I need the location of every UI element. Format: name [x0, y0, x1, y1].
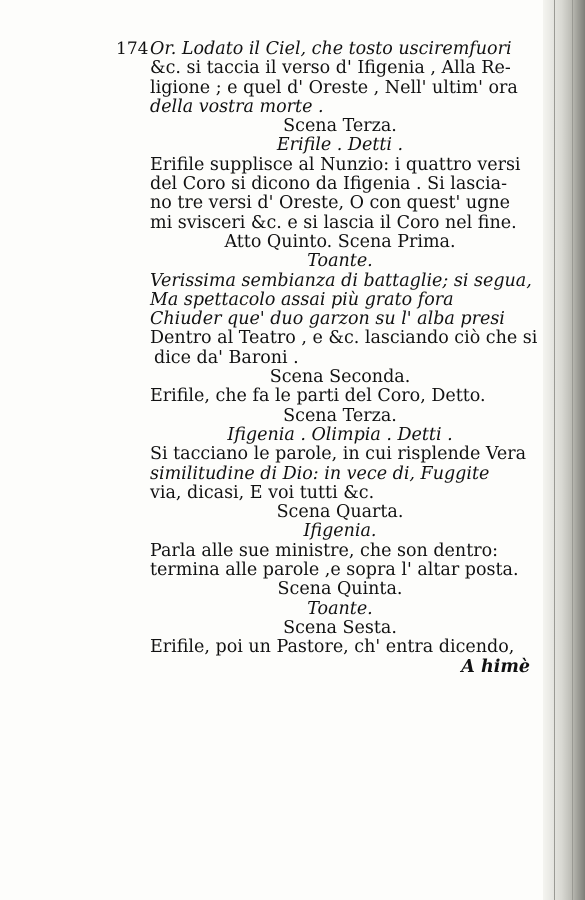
character-list: Ifigenia.: [303, 521, 377, 542]
scene-heading: Scena Terza.: [283, 116, 397, 137]
quoted-verse: Chiuder que' duo garzon su l' alba presi: [150, 309, 505, 330]
scene-heading: Scena Quinta.: [277, 579, 403, 600]
text-line: Parla alle sue ministre, che son dentro:: [150, 540, 499, 561]
text-line: dice da' Baroni .: [154, 347, 299, 368]
page-edge-line: [554, 0, 555, 900]
text-line: via, dicasi, E voi tutti &c.: [150, 482, 375, 503]
character-list: Erifile . Detti .: [276, 135, 404, 156]
scene-heading: Scena Terza.: [283, 405, 397, 426]
text-line: del Coro si dicono da Ifigenia . Si lascia-: [150, 174, 507, 195]
character-list: Ifigenia . Olimpia . Detti .: [227, 424, 453, 445]
scene-heading: Scena Seconda.: [269, 367, 411, 388]
text-line: mi svisceri &c. e si lascia il Coro nel fine.: [150, 212, 517, 233]
scene-heading: Scena Sesta.: [283, 617, 397, 638]
scene-heading: Scena Quarta.: [276, 502, 404, 523]
act-heading: Atto Quinto. Scena Prima.: [224, 231, 456, 252]
text-line: ligione ; e quel d' Oreste , Nell' ultim' ora: [150, 77, 518, 98]
character-list: Toante.: [307, 251, 373, 272]
text-line: termina alle parole ,e sopra l' altar posta.: [150, 560, 519, 581]
text-line: Si tacciano le parole, in cui risplende Vera: [150, 444, 527, 465]
text-line: no tre versi d' Oreste, O con quest' ugne: [150, 193, 510, 214]
page-edge-line: [572, 0, 573, 900]
text-line: Erifile supplisce al Nunzio: i quattro versi: [150, 154, 521, 175]
page-number: 174: [116, 39, 149, 59]
text-line: della vostra morte .: [150, 96, 324, 117]
page-text: [150, 39, 538, 677]
character-list: Toante.: [307, 598, 373, 619]
page-edge-shadow: [543, 0, 585, 900]
text-line: Erifile, poi un Pastore, ch' entra dicendo,: [150, 637, 515, 658]
text-line: Erifile, che fa le parti del Coro, Detto.: [150, 386, 486, 407]
catchword: A himè: [461, 656, 530, 677]
text-line: Or. Lodato il Ciel, che tosto usciremfuori: [150, 39, 512, 59]
quoted-verse: Verissima sembianza di battaglie; si segua,: [150, 270, 532, 291]
text-line: Dentro al Teatro , e &c. lasciando ciò che si: [150, 328, 538, 349]
quoted-verse: Ma spettacolo assai più grato fora: [150, 289, 454, 310]
text-line: &c. si taccia il verso d' Ifigenia , Alla Re-: [150, 58, 511, 79]
text-line: similitudine di Dio: in vece di, Fuggite: [150, 463, 490, 484]
